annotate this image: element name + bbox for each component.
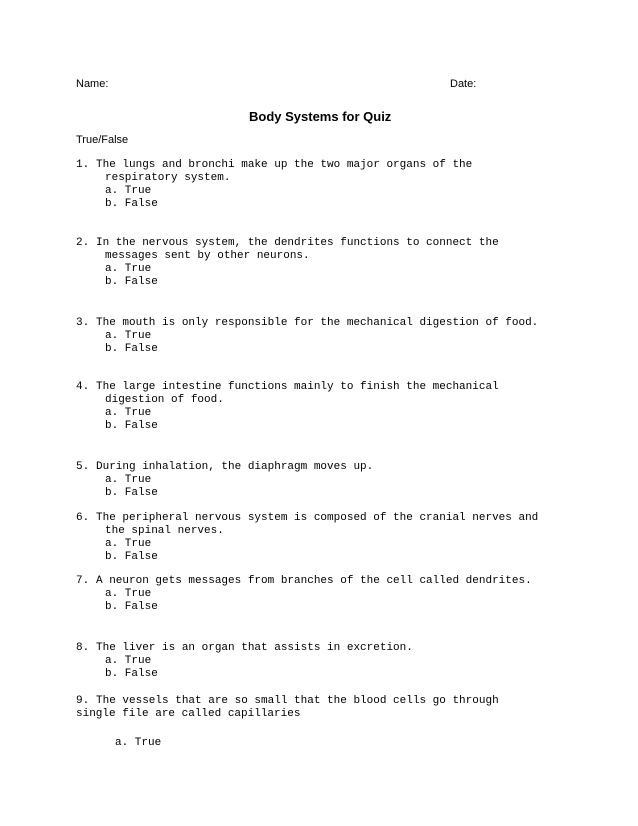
option-true[interactable]: a. True — [105, 655, 152, 667]
question-number: 8. — [76, 642, 90, 654]
option-false[interactable]: b. False — [105, 276, 158, 288]
option-true[interactable]: a. True — [105, 474, 152, 486]
option-true[interactable]: a. True — [105, 185, 152, 197]
question-number: 2. — [76, 237, 90, 249]
question-text-line: the spinal nerves. — [105, 525, 224, 537]
page-title: Body Systems for Quiz — [249, 109, 392, 124]
question-text-line: respiratory system. — [105, 172, 231, 184]
option-false[interactable]: b. False — [105, 601, 158, 613]
option-false[interactable]: b. False — [105, 343, 158, 355]
question-number: 7. — [76, 575, 90, 587]
question-text-line: The peripheral nervous system is composed of the cranial nerves and — [96, 512, 539, 524]
option-false[interactable]: b. False — [105, 420, 158, 432]
question-text-line: The liver is an organ that assists in excretion. — [96, 642, 413, 654]
question-text-line: The large intestine functions mainly to finish the mechanical — [96, 381, 499, 393]
question-number: 1. — [76, 159, 90, 171]
question-text-line: In the nervous system, the dendrites functions to connect the — [96, 237, 499, 249]
option-true[interactable]: a. True — [105, 263, 152, 275]
option-false[interactable]: b. False — [105, 198, 158, 210]
question-text-line: digestion of food. — [105, 394, 224, 406]
option-true[interactable]: a. True — [105, 407, 152, 419]
question-text-line: The vessels that are so small that the blood cells go through — [96, 695, 499, 707]
option-true[interactable]: a. True — [105, 538, 152, 550]
option-false[interactable]: b. False — [105, 668, 158, 680]
option-true[interactable]: a. True — [105, 330, 152, 342]
question-text-line: A neuron gets messages from branches of the cell called dendrites. — [96, 575, 532, 587]
question-text-line: The lungs and bronchi make up the two major organs of the — [96, 159, 473, 171]
name-label: Name: — [76, 78, 109, 90]
question-text-line: During inhalation, the diaphragm moves up. — [96, 461, 374, 473]
question-text-line: The mouth is only responsible for the mechanical digestion of food. — [96, 317, 539, 329]
question-number: 4. — [76, 381, 90, 393]
date-label: Date: — [450, 78, 477, 90]
section-heading: True/False — [76, 134, 129, 146]
question-number: 9. — [76, 695, 90, 707]
question-text-line: single file are called capillaries — [76, 708, 301, 720]
question-number: 6. — [76, 512, 90, 524]
question-number: 3. — [76, 317, 90, 329]
question-number: 5. — [76, 461, 90, 473]
option-false[interactable]: b. False — [105, 551, 158, 563]
option-true[interactable]: a. True — [105, 588, 152, 600]
question-text-line: messages sent by other neurons. — [105, 250, 310, 262]
option-false[interactable]: b. False — [105, 487, 158, 499]
option-true[interactable]: a. True — [115, 737, 162, 749]
